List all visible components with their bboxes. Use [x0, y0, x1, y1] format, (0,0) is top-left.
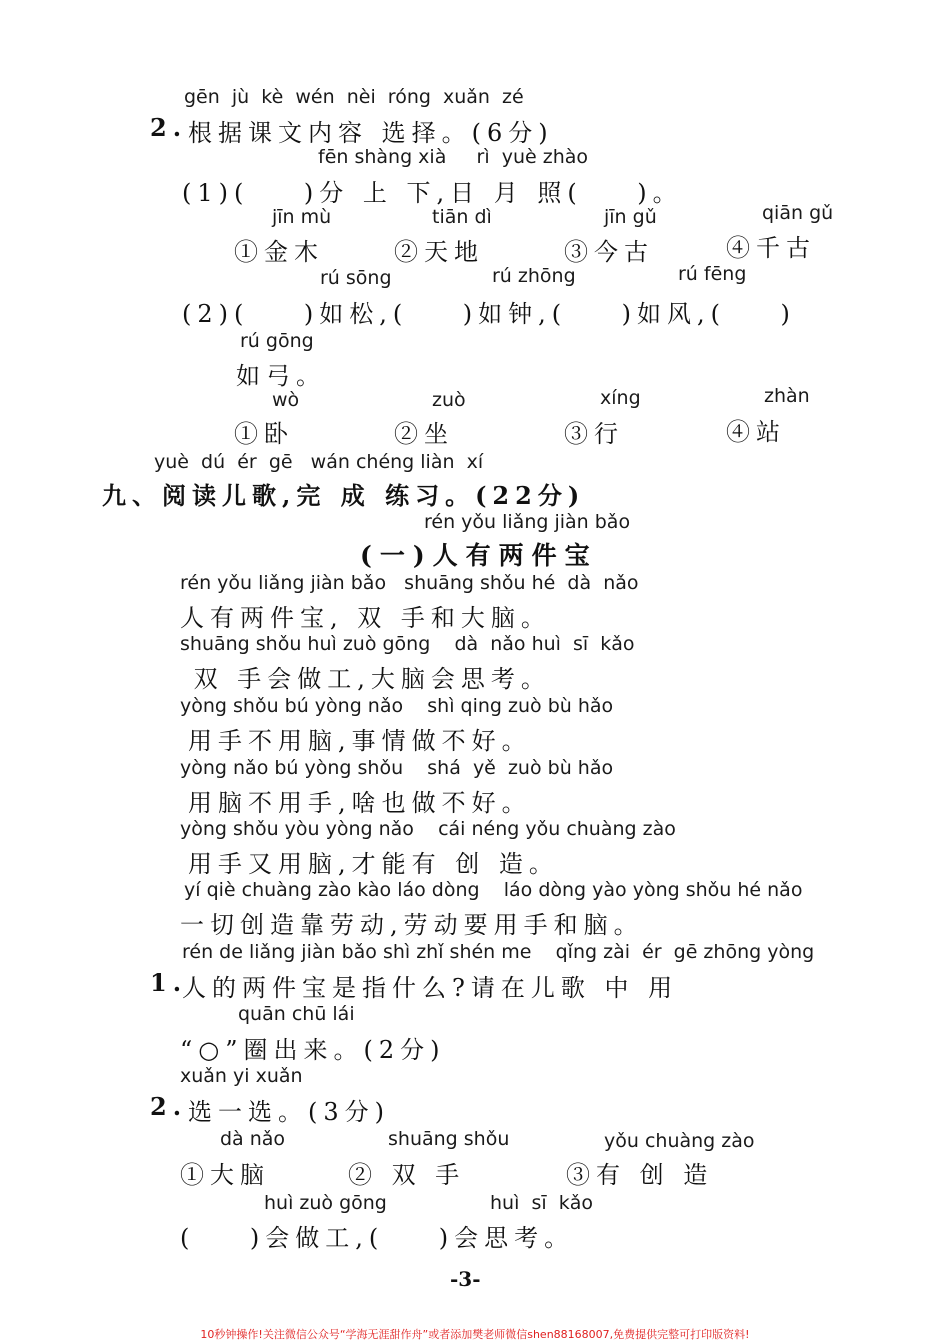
q9-1-number: 1. — [150, 968, 188, 997]
q9-2-prompt: 选一选。(3分) — [188, 1098, 390, 1126]
q9-1-b-pinyin: quān chū lái — [238, 1003, 355, 1025]
q8-2-s2-option-3: ③行 — [564, 420, 624, 448]
q8-2-option-1: ①金木 — [234, 238, 324, 266]
q9-2-fill-text: ( )会做工,( )会思考。 — [180, 1224, 575, 1252]
q8-2-s2-text: (2)( )如松,( )如钟,( )如风,( ) — [182, 300, 796, 328]
q8-2-s2-pinyin-2: rú zhōng — [492, 265, 576, 287]
poem-title-pinyin: rén yǒu liǎng jiàn bǎo — [424, 511, 631, 533]
q9-title: 九、阅读儿歌,完 成 练习。(22分) — [102, 481, 586, 510]
q8-2-option-2: ②天地 — [394, 238, 484, 266]
q8-2-opt4-pinyin: qiān gǔ — [762, 202, 834, 224]
poem-title: (一)人有两件宝 — [360, 541, 598, 570]
q9-pinyin: yuè dú ér gē wán chéng liàn xí — [154, 451, 484, 473]
poem-line-6: 一切创造靠劳动,劳动要用手和脑。 — [180, 911, 644, 939]
q8-2-s2-pinyin-3: rú fēng — [678, 263, 747, 285]
page-number: -3- — [450, 1267, 481, 1291]
q8-2-s2-option-4: ④站 — [726, 418, 786, 446]
poem-line-1-pinyin: rén yǒu liǎng jiàn bǎo shuāng shǒu hé dà nǎo — [180, 572, 639, 594]
poem-line-1: 人有两件宝, 双 手和大脑。 — [180, 604, 551, 632]
q8-2-s1-pinyin: fēn shàng xià rì yuè zhào — [318, 146, 589, 168]
poem-line-3-pinyin: yòng shǒu bú yòng nǎo shì qing zuò bù hǎo — [180, 695, 614, 717]
poem-line-4: 用脑不用手,啥也做不好。 — [188, 789, 532, 817]
poem-line-2-pinyin: shuāng shǒu huì zuò gōng dà nǎo huì sī kǎo — [180, 633, 635, 655]
q9-2-option-1: ①大脑 — [180, 1161, 270, 1189]
q8-2-s2b-text: 如弓。 — [236, 362, 326, 390]
poem-line-3: 用手不用脑,事情做不好。 — [188, 727, 532, 755]
q8-2-opt2-2-pinyin: zuò — [432, 389, 466, 411]
q9-1-pinyin: rén de liǎng jiàn bǎo shì zhǐ shén me qǐng zài ér gē zhōng yòng — [182, 941, 815, 963]
q8-2-s2-option-2: ②坐 — [394, 420, 454, 448]
q9-2-opt1-pinyin: dà nǎo — [220, 1128, 286, 1150]
q8-2-opt2-3-pinyin: xíng — [600, 387, 641, 409]
q8-2-opt3-pinyin: jīn gǔ — [604, 206, 657, 228]
q8-2-prompt: 根据课文内容 选择。(6分) — [188, 119, 554, 147]
q9-2-number: 2. — [150, 1092, 188, 1121]
q9-2-opt2-pinyin: shuāng shǒu — [388, 1128, 510, 1150]
poem-line-5-pinyin: yòng shǒu yòu yòng nǎo cái néng yǒu chuàng zào — [180, 818, 676, 840]
q9-1-prompt: 人的两件宝是指什么?请在儿歌 中 用 — [182, 974, 679, 1002]
q8-2-number: 2. — [150, 113, 188, 142]
q8-2-pinyin: gēn jù kè wén nèi róng xuǎn zé — [184, 86, 524, 108]
poem-line-5: 用手又用脑,才能有 创 造。 — [188, 850, 559, 878]
q9-2-option-3: ③有 创 造 — [566, 1161, 714, 1189]
q8-2-s2b-pinyin: rú gōng — [240, 330, 314, 352]
poem-line-2: 双 手会做工,大脑会思考。 — [180, 665, 551, 693]
q8-2-opt2-1-pinyin: wò — [272, 389, 300, 411]
q8-2-opt2-4-pinyin: zhàn — [764, 385, 810, 407]
q8-2-option-3: ③今古 — [564, 238, 654, 266]
q9-1-circle-instruction: “○”圈出来。(2分) — [180, 1036, 446, 1064]
q8-2-option-4: ④千古 — [726, 234, 816, 262]
q9-2-fill-pinyin-2: huì sī kǎo — [490, 1192, 593, 1214]
q8-2-s2-option-1: ①卧 — [234, 420, 294, 448]
watermark-banner: 10秒钟操作!关注微信公众号“学海无涯甜作舟”或者添加樊老师微信shen88168007,免费提供完整可打印版资料! — [200, 1328, 750, 1341]
poem-line-6-pinyin: yí qiè chuàng zào kào láo dòng láo dòng yào yòng shǒu hé nǎo — [184, 879, 803, 901]
q9-2-option-2: ② 双 手 — [348, 1161, 466, 1189]
q8-2-opt1-pinyin: jīn mù — [272, 206, 332, 228]
poem-line-4-pinyin: yòng nǎo bú yòng shǒu shá yě zuò bù hǎo — [180, 757, 614, 779]
q8-2-s2-pinyin-1: rú sōng — [320, 267, 392, 289]
q9-2-fill-pinyin-1: huì zuò gōng — [264, 1192, 387, 1214]
q8-2-opt2-pinyin: tiān dì — [432, 206, 492, 228]
q9-2-pinyin: xuǎn yi xuǎn — [180, 1065, 303, 1087]
q8-2-s1-text: (1)( )分 上 下,日 月 照( )。 — [182, 179, 683, 207]
q9-2-opt3-pinyin: yǒu chuàng zào — [604, 1130, 755, 1152]
